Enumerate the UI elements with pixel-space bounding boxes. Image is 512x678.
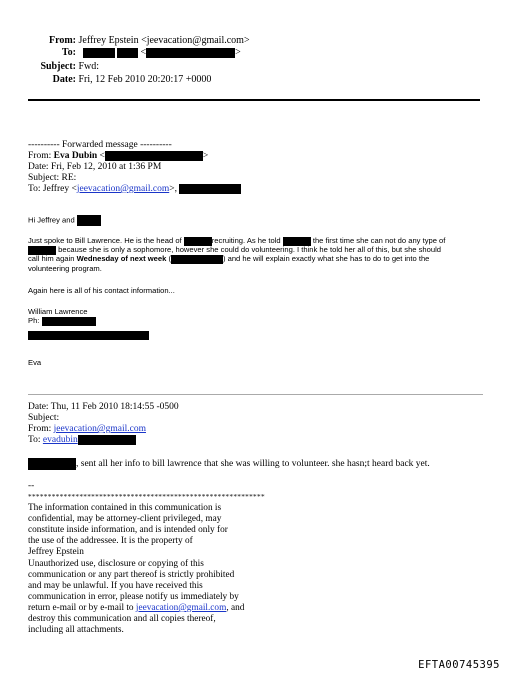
redaction-block	[105, 151, 203, 161]
contact-name: William Lawrence	[28, 307, 88, 316]
header-from-label: From:	[48, 35, 76, 46]
disclaimer-line: The information contained in this communication is	[28, 503, 222, 513]
header-subject-label: Subject:	[40, 61, 76, 72]
redaction-block	[179, 184, 241, 194]
redaction-block	[28, 326, 149, 344]
redaction-block	[146, 48, 235, 58]
original-subject: Subject:	[28, 413, 60, 423]
forwarded-from	[28, 151, 208, 163]
forwarded-to	[28, 184, 241, 196]
text-span: , and	[226, 603, 245, 613]
quote-divider	[28, 394, 483, 395]
original-body	[28, 458, 430, 471]
redaction-block	[78, 435, 136, 445]
eva-paragraph-line-3	[28, 254, 429, 264]
disclaimer-dashes: --	[28, 481, 35, 491]
original-date: Date: Thu, 11 Feb 2010 18:14:55 -0500	[28, 402, 179, 412]
text-span: because she is only a sophomore, however she could do volunteering. I think he told her all of this, but she should	[58, 245, 442, 254]
text-span-bold: Wednesday of next week	[76, 254, 167, 263]
original-to-email-link[interactable]: evadubin	[42, 435, 78, 446]
forwarded-from-open: <	[99, 151, 105, 162]
contact-phone	[28, 316, 96, 326]
text-span: Just spoke to Bill Lawrence. He is the head of	[28, 236, 182, 245]
eva-paragraph-line-4: volunteering program.	[28, 264, 102, 273]
original-from	[28, 424, 146, 436]
eva-greeting-text: Hi Jeffrey and	[28, 215, 75, 225]
original-to-label: To:	[28, 435, 41, 446]
eva-signature: Eva	[28, 358, 42, 367]
redaction-block	[28, 458, 76, 470]
eva-contact-intro: Again here is all of his contact information...	[28, 286, 175, 295]
header-date-label: Date:	[52, 74, 76, 85]
redaction-block	[42, 317, 96, 326]
header-to-label: To:	[61, 47, 76, 58]
redaction-block	[171, 255, 223, 264]
text-span: (	[168, 254, 171, 263]
forwarded-from-name: Eva Dubin	[53, 151, 98, 162]
original-body-text: , sent all her info to bill lawrence that she was willing to volunteer. she hasn;t heard back yet.	[76, 459, 430, 470]
redaction-block	[28, 331, 149, 340]
bates-stamp: EFTA00745395	[418, 659, 500, 671]
header-divider	[28, 99, 480, 101]
original-from-label: From:	[28, 424, 52, 434]
text-span: recruiting. As he told	[211, 236, 281, 245]
forwarded-to-label: To: Jeffrey <	[28, 184, 77, 195]
text-span: return e-mail or by e-mail to	[28, 603, 136, 613]
disclaimer-line: destroy this communication and all copies thereof,	[28, 614, 216, 624]
header-from-value: Jeffrey Epstein <jeevacation@gmail.com>	[78, 35, 250, 46]
forwarded-to-email-link[interactable]: jeevacation@gmail.com	[76, 184, 170, 195]
forwarded-marker: ---------- Forwarded message ----------	[28, 140, 172, 150]
disclaimer-line: the use of the addressee. It is the property of	[28, 536, 193, 546]
forwarded-date: Date: Fri, Feb 12, 2010 at 1:36 PM	[28, 162, 162, 172]
contact-phone-label: Ph:	[28, 316, 40, 325]
disclaimer-line: Jeffrey Epstein	[28, 547, 84, 557]
disclaimer-line: communication or any part thereof is strictly prohibited	[28, 570, 235, 580]
disclaimer-line: and may be unlawful. If you have received this	[28, 581, 203, 591]
disclaimer-line: Unauthorized use, disclosure or copying of this	[28, 559, 204, 569]
original-to	[28, 435, 136, 447]
disclaimer-line-email	[28, 603, 244, 614]
disclaimer-line: constitute inside information, and is intended only for	[28, 525, 228, 535]
disclaimer-line: including all attachments.	[28, 625, 124, 635]
disclaimer-email-link[interactable]: jeevacation@gmail.com	[135, 603, 227, 613]
eva-greeting	[28, 215, 101, 226]
text-span: ) and he will explain exactly what she has to do to get into the	[222, 254, 430, 263]
header-to: To: < >	[28, 47, 241, 59]
header-subject-value: Fwd:	[78, 61, 100, 72]
redaction-block	[117, 48, 138, 58]
original-from-email-link[interactable]: jeevacation@gmail.com	[53, 424, 146, 434]
forwarded-from-close: >	[202, 151, 209, 162]
text-span: the first time she can not do any type of	[312, 236, 446, 245]
header-to-tail: >	[235, 47, 241, 58]
forwarded-to-suffix: >,	[169, 184, 177, 195]
forwarded-subject: Subject: RE:	[28, 173, 77, 183]
header-date-value: Fri, 12 Feb 2010 20:20:17 +0000	[78, 74, 212, 85]
text-span: call him again	[28, 254, 75, 263]
forwarded-from-label: From:	[28, 151, 52, 162]
disclaimer-line: communication in error, please notify us immediately by	[28, 592, 239, 602]
header-date	[28, 74, 211, 86]
disclaimer-stars: ************************************************************	[28, 492, 265, 501]
header-subject	[28, 61, 99, 73]
disclaimer-line: confidential, may be attorney-client privileged, may	[28, 514, 222, 524]
redaction-block	[77, 215, 101, 226]
redaction-block	[83, 48, 115, 58]
header-from	[28, 35, 250, 47]
